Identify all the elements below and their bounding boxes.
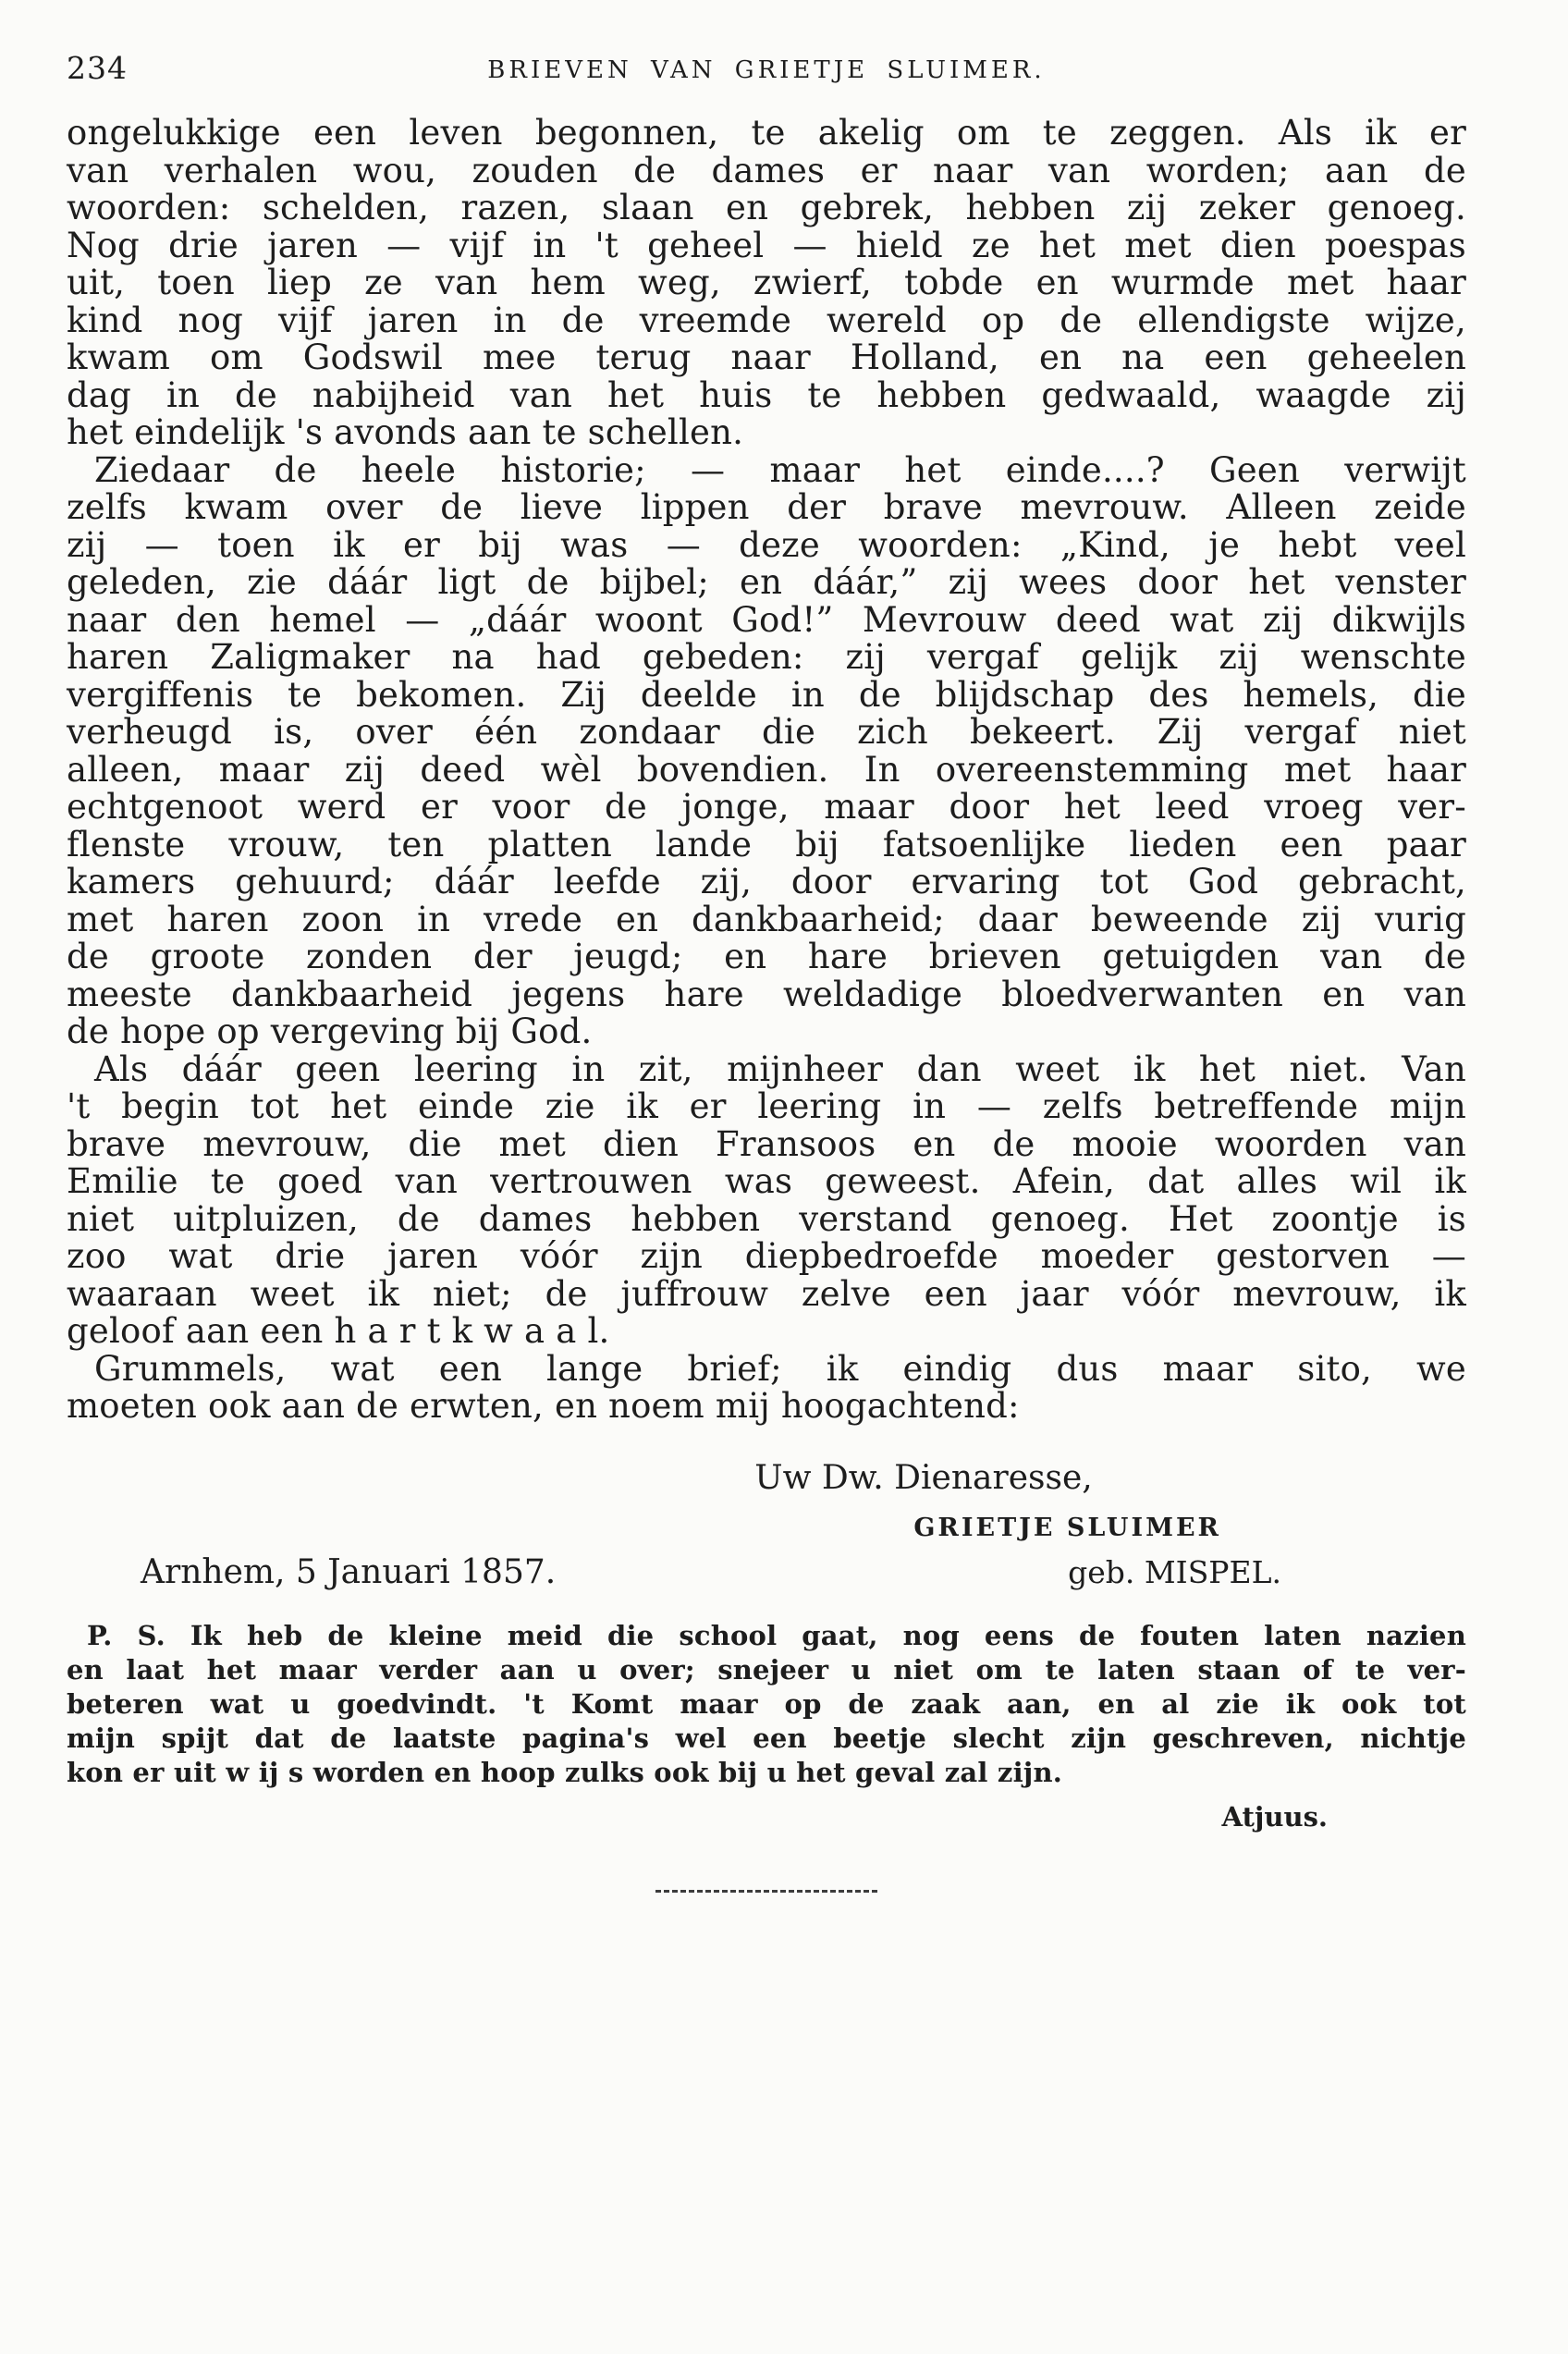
text-line: kon er uit w ij s worden en hoop zulks ook bij u het geval zal zijn.	[67, 1756, 1063, 1788]
text-line: met haren zoon in vrede en dankbaarheid; daar beweende zij vurig	[67, 899, 1466, 939]
text-line: kamers gehuurd; dáár leefde zij, door ervaring tot God gebracht,	[67, 862, 1466, 901]
text-line: ongelukkige een leven begonnen, te akelig om te zeggen. Als ik er	[67, 113, 1466, 153]
text-line: mijn spijt dat de laatste pagina's wel een beetje slecht zijn geschreven, nichtje	[67, 1722, 1466, 1754]
text-line: zelfs kwam over de lieve lippen der brave mevrouw. Alleen zeide	[67, 487, 1466, 527]
text-line: uit, toen liep ze van hem weg, zwierf, tobde en wurmde met haar	[67, 263, 1466, 302]
running-header	[67, 48, 1466, 91]
paragraph	[67, 1348, 1466, 1426]
text-line: dag in de nabijheid van het huis te hebben gedwaald, waagde zij	[67, 374, 1466, 415]
paragraph	[67, 1619, 1466, 1790]
end-rule	[655, 1890, 877, 1893]
closing-salutation: Uw Dw. Dienaresse,	[754, 1458, 1093, 1497]
text-line: verheugd is, over één zondaar die zich bekeert. Zij vergaf niet	[67, 712, 1466, 752]
text-line: en laat het maar verder aan u over; snejeer u niet om te laten staan of te ver-	[67, 1653, 1466, 1686]
text-line: Ziedaar de heele historie; — maar het einde....? Geen verwijt	[94, 449, 1466, 490]
letter-body	[67, 115, 1466, 1426]
text-line: kind nog vijf jaren in de vreemde wereld op de ellendigste wijze,	[67, 300, 1466, 340]
letter-closing	[67, 1459, 1466, 1591]
text-line: Grummels, wat een lange brief; ik eindig dus maar sito, we	[94, 1348, 1466, 1389]
paragraph	[67, 1048, 1466, 1351]
text-line: van verhalen wou, zouden de dames er naar van worden; aan de	[67, 150, 1466, 190]
text-line: beteren wat u goedvindt. 't Komt maar op de zaak aan, en al zie ik ook tot	[67, 1687, 1466, 1720]
text-line: P. S. Ik heb de kleine meid die school gaat, nog eens de fouten laten nazien	[87, 1619, 1466, 1651]
text-line: naar den hemel — „dáár woont God!” Mevrouw deed wat zij dikwijls	[67, 599, 1466, 640]
text-line: moeten ook aan de erwten, en noem mij hoogachtend:	[67, 1386, 1020, 1426]
text-line: echtgenoot werd er voor de jonge, maar door het leed vroeg ver-	[67, 787, 1466, 827]
postscript	[67, 1619, 1466, 1790]
text-line: geleden, zie dáár ligt de bijbel; en dáár,” zij wees door het venster	[67, 562, 1466, 602]
text-line: woorden: schelden, razen, slaan en gebrek, hebben zij zeker genoeg.	[67, 188, 1466, 227]
birth-name: geb. MISPEL.	[1068, 1553, 1281, 1590]
text-line: niet uitpluizen, de dames hebben verstand genoeg. Het zoontje is	[67, 1198, 1466, 1239]
text-line: flenste vrouw, ten platten lande bij fatsoenlijke lieden een paar	[67, 824, 1466, 864]
text-line: kwam om Godswil mee terug naar Holland, en na een geheelen	[67, 337, 1466, 377]
text-line: Als dáár geen leering in zit, mijnheer dan weet ik het niet. Van	[94, 1048, 1466, 1089]
text-line: brave mevrouw, die met dien Fransoos en de mooie woorden van	[67, 1123, 1466, 1164]
text-line: het eindelijk 's avonds aan te schellen.	[67, 412, 744, 452]
paragraph	[67, 115, 1466, 452]
text-line: Emilie te goed van vertrouwen was geweest. Afein, dat alles wil ik	[67, 1161, 1466, 1201]
text-line: zoo wat drie jaren vóór zijn diepbedroefde moeder gestorven —	[67, 1236, 1466, 1276]
place-date: Arnhem, 5 Januari 1857.	[141, 1552, 557, 1591]
text-line: haren Zaligmaker na had gebeden: zij vergaf gelijk zij wenschte	[67, 637, 1466, 677]
text-line: geloof aan een h a r t k w a a l.	[67, 1311, 610, 1351]
text-line: alleen, maar zij deed wèl bovendien. In overeenstemming met haar	[67, 749, 1466, 790]
text-line: meeste dankbaarheid jegens hare weldadige bloedverwanten en van	[67, 974, 1466, 1014]
text-line: waaraan weet ik niet; de juffrouw zelve een jaar vóór mevrouw, ik	[67, 1273, 1466, 1314]
running-title: BRIEVEN VAN GRIETJE SLUIMER.	[487, 56, 1046, 84]
postscript-signoff: Atjuus.	[1221, 1800, 1328, 1833]
dateline	[67, 1553, 1466, 1591]
text-line: de groote zonden der jeugd; en hare brieven getuigden van de	[67, 937, 1466, 976]
text-line: Nog drie jaren — vijf in 't geheel — hield ze het met dien poespas	[67, 225, 1466, 265]
text-line: vergiffenis te bekomen. Zij deelde in de blijdschap des hemels, die	[67, 674, 1466, 715]
text-line: 't begin tot het einde zie ik er leering in — zelfs betreffende mijn	[67, 1086, 1466, 1126]
page-number: 234	[67, 50, 128, 86]
text-line: zij — toen ik er bij was — deze woorden: „Kind, je hebt veel	[67, 524, 1466, 565]
text-line: de hope op vergeving bij God.	[67, 1011, 593, 1051]
paragraph	[67, 449, 1466, 1051]
signature-name: GRIETJE SLUIMER	[913, 1513, 1221, 1542]
